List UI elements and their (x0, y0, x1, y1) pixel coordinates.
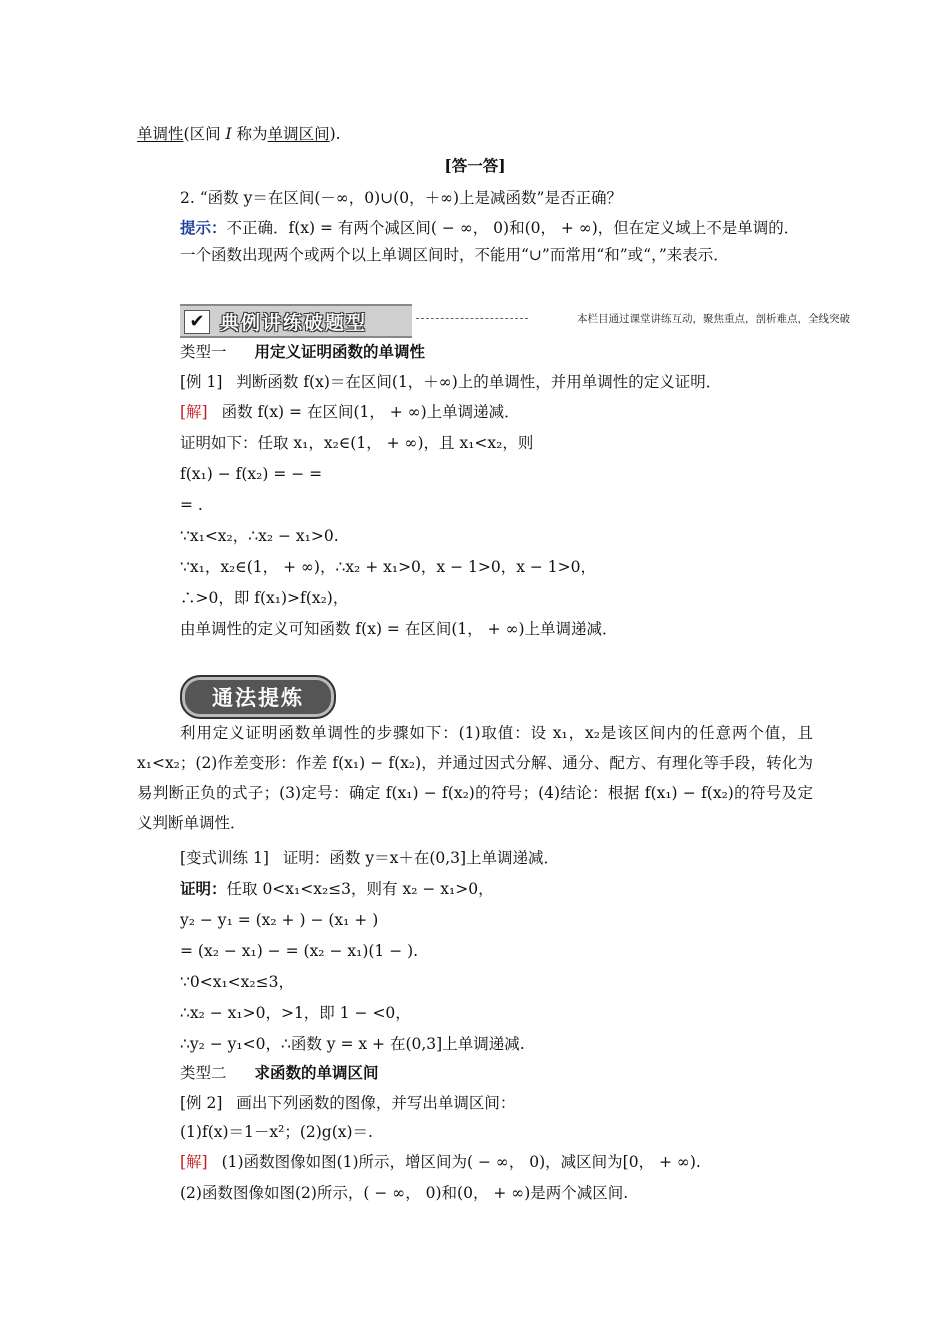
proof1-line-2: f(x₁) − f(x₂) = − = (180, 465, 323, 483)
type1-label: 类型一 (180, 343, 227, 361)
proof1-line-6: ∴>0，即 f(x₁)>f(x₂)， (180, 589, 349, 607)
example1-text: 判断函数 f(x)＝在区间(1，＋∞)上的单调性，并用单调性的定义证明． (236, 373, 722, 391)
type1-title: 用定义证明函数的单调性 (254, 342, 426, 361)
variation1-label: [变式训练 1] (180, 849, 269, 867)
method-pill (180, 675, 336, 719)
text-frag: (区间 (183, 125, 226, 143)
variation1-proof-1 (180, 879, 494, 899)
proof-label: 证明： (180, 879, 227, 898)
term-monotonicity: 单调性 (137, 125, 184, 143)
type1-heading (180, 342, 425, 362)
hint-text: 不正确．f(x) = 有两个减区间( − ∞， 0)和(0， + ∞)，但在定义域上不是单调的． (226, 219, 800, 237)
proof1-line-5: ∵x₁，x₂∈(1， + ∞)，∴x₂ + x₁>0，x − 1>0，x − 1>0， (180, 558, 597, 576)
variation1-text: 证明：函数 y＝x＋在(0,3]上单调递减． (282, 849, 560, 867)
answer-header: [答一答] (444, 156, 506, 175)
variation1-proof-4: ∵0<x₁<x₂≤3， (180, 973, 294, 991)
check-icon: ✔ (184, 310, 210, 334)
example1-line (180, 372, 721, 392)
hint-label: 提示： (180, 218, 227, 237)
intro-line (137, 124, 341, 144)
hint-continuation: 一个函数出现两个或两个以上单调区间时，不能用“∪”而常用“和”或“，”来表示． (180, 246, 729, 264)
hint-line (180, 218, 799, 238)
proof1-line-7: 由单调性的定义可知函数 f(x) = 在区间(1， + ∞)上单调递减． (180, 620, 618, 638)
variation1-proof-3: = (x₂ − x₁) − = (x₂ − x₁)(1 − ). (180, 942, 419, 960)
solution2-line-2: (2)函数图像如图(2)所示，( − ∞， 0)和(0， + ∞)是两个减区间. (180, 1184, 629, 1202)
proof1-line-4: ∵x₁<x₂，∴x₂ − x₁>0. (180, 527, 339, 545)
example2-line (180, 1093, 515, 1113)
example2-text: 画出下列函数的图像，并写出单调区间： (236, 1094, 516, 1112)
banner-note: 本栏目通过课堂讲练互动，聚焦重点，剖析难点，全线突破 (577, 313, 850, 325)
section-banner (180, 302, 850, 336)
example2-label: [例 2] (180, 1094, 223, 1112)
proof-text: 任取 0<x₁<x₂≤3，则有 x₂ − x₁>0， (226, 880, 494, 898)
text-frag: 称为 (231, 125, 268, 143)
term-monotonic-interval: 单调区间 (267, 125, 330, 143)
variation1-proof-2: y₂ − y₁ = (x₂ + ) − (x₁ + ) (180, 911, 379, 929)
banner-box (180, 304, 412, 338)
question-2: 2. “函数 y＝在区间(－∞，0)∪(0，＋∞)上是减函数”是否正确？ (180, 189, 622, 207)
solution2-label: [解] (180, 1153, 208, 1171)
banner-divider (416, 318, 528, 319)
type2-heading (180, 1063, 379, 1083)
example2-functions: (1)f(x)＝1－x²；(2)g(x)＝. (180, 1123, 373, 1141)
proof1-line-3: = . (180, 496, 203, 514)
solution1-text: 函数 f(x) = 在区间(1， + ∞)上单调递减． (221, 403, 520, 421)
banner-title: 典例讲练破题型 (220, 312, 368, 334)
solution2-text: (1)函数图像如图(1)所示，增区间为( − ∞， 0)，减区间为[0， + ∞). (221, 1153, 701, 1171)
solution1-line (180, 402, 520, 422)
example1-label: [例 1] (180, 373, 223, 391)
type2-label: 类型二 (180, 1064, 227, 1082)
proof1-line-1: 证明如下：任取 x₁，x₂∈(1， + ∞)，且 x₁<x₂，则 (180, 434, 534, 452)
solution2-line (180, 1152, 701, 1172)
interval-symbol: I (225, 125, 232, 143)
method-title: 通法提炼 (212, 686, 304, 710)
variation1-line (180, 848, 559, 868)
variation1-proof-6: ∴y₂ − y₁<0，∴函数 y = x + 在(0,3]上单调递减. (180, 1035, 525, 1053)
method-text: 利用定义证明函数单调性的步骤如下：(1)取值：设 x₁，x₂是该区间内的任意两个值，且 x₁<x₂；(2)作差变形：作差 f(x₁) − f(x₂)，并通过因式分解、通分、配方、有理化等手段，转化为易判断正负的式子；(3)定号：确定 f(x₁) − f(x₂)的符号；(4)结论：根据 f(x₁) − f(x₂)的符号及定义判断单调性． (137, 724, 813, 832)
text-frag: ). (329, 125, 341, 143)
type2-title: 求函数的单调区间 (254, 1063, 379, 1082)
variation1-proof-5: ∴x₂ − x₁>0，>1，即 1 − <0， (180, 1004, 411, 1022)
solution1-label: [解] (180, 403, 208, 421)
